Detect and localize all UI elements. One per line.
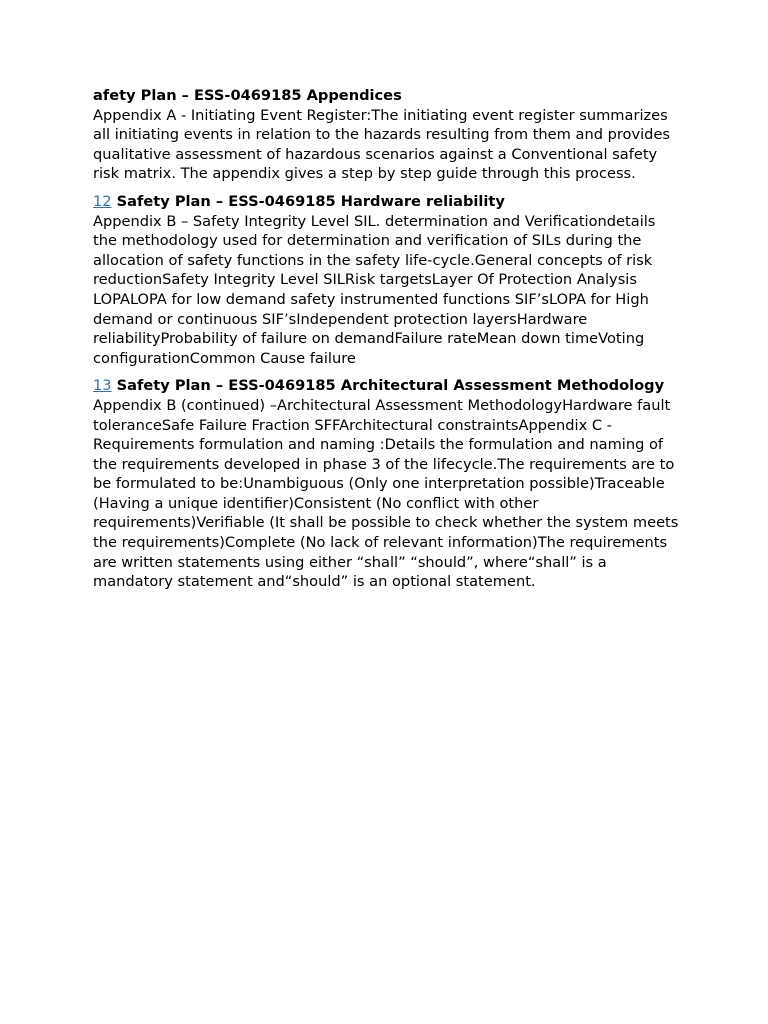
section-number-link[interactable]: 13 bbox=[93, 377, 112, 395]
section-heading bbox=[93, 192, 683, 212]
section-body: Appendix B (continued) –Architectural Assessment MethodologyHardware fault toleranceSafe Failure Fraction SFFArchitectural constraintsAppendix C - Requirements formulation and naming :Details the formulation and naming of the requirements developed in phase 3 of the lifecycle.The requirements are to be formulated to be:Unambiguous (Only one interpretation possible)Traceable (Having a unique identifier)Consistent (No conflict with other requirements)Verifiable (It shall be possible to check whether the system meets the requirements)Complete (No lack of relevant information)The requirements are written statements using either “shall” “should”, where“shall” is a mandatory statement and“should” is an optional statement. bbox=[93, 396, 679, 591]
section-body: Appendix A - Initiating Event Register:The initiating event register summarizes all initiating events in relation to the hazards resulting from them and provides qualitative assessment of hazardous scenarios against a Conventional safety risk matrix. The appendix gives a step by step guide through this process. bbox=[93, 106, 671, 183]
section-body: Appendix B – Safety Integrity Level SIL. determination and Verificationdetails the methodology used for determination and verification of SILs during the allocation of safety functions in the safety life-cycle.General concepts of risk reductionSafety Integrity Level SILRisk targetsLayer Of Protection Analysis LOPALOPA for low demand safety instrumented functions SIF’sLOPA for High demand or continuous SIF’sIndependent protection layersHardware reliabilityProbability of failure on demandFailure rateMean down timeVoting configurationCommon Cause failure bbox=[93, 212, 656, 367]
section-hardware-reliability bbox=[93, 192, 683, 368]
section-heading bbox=[93, 86, 683, 106]
section-heading-text: afety Plan – ESS-0469185 Appendices bbox=[93, 87, 402, 104]
section-heading-text: Safety Plan – ESS-0469185 Architectural Assessment Methodology bbox=[116, 377, 665, 395]
document-page bbox=[93, 86, 683, 592]
section-architectural-assessment bbox=[93, 376, 683, 592]
section-number-link[interactable]: 12 bbox=[93, 192, 112, 210]
section-appendices bbox=[93, 86, 683, 184]
section-heading bbox=[93, 376, 683, 396]
section-heading-text: Safety Plan – ESS-0469185 Hardware reliability bbox=[116, 192, 505, 210]
